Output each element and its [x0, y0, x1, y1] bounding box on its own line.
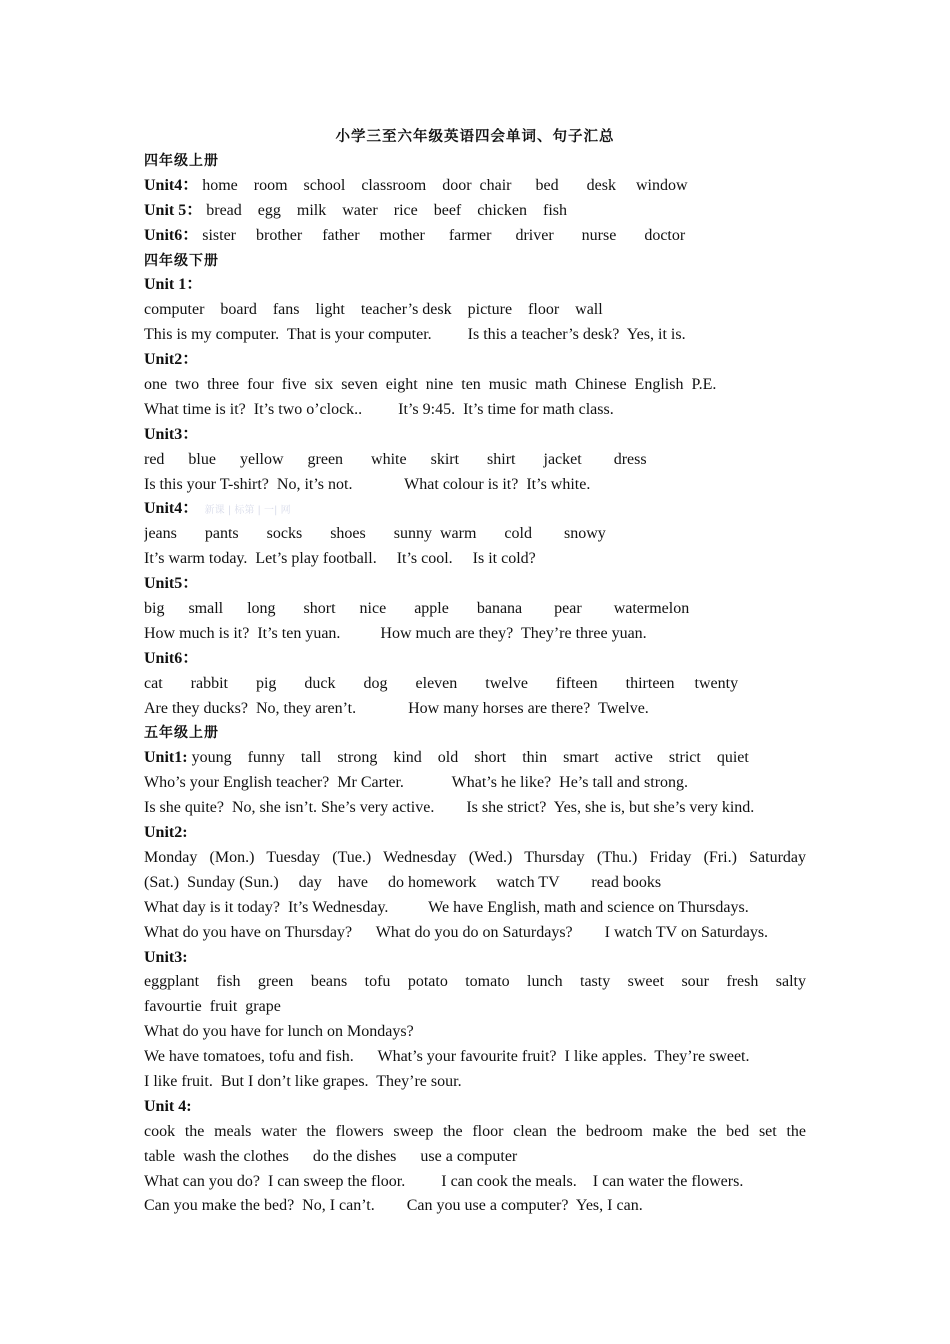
text-line: We have tomatoes, tofu and fish. What’s your favourite fruit? I like apples. They’re sweet. — [144, 1048, 750, 1066]
unit-heading — [144, 423, 806, 448]
word-list: bread egg milk water rice beef chicken fish — [202, 201, 567, 219]
word-list: young funny tall strong kind old short thin smart active strict quiet — [187, 749, 749, 767]
text-line: big small long short nice apple banana pear watermelon — [144, 600, 690, 618]
grade-heading — [144, 149, 806, 174]
unit-heading-text: Unit4： — [144, 500, 199, 518]
text-line: eggplant fish green beans tofu potato tomato lunch tasty sweet sour fresh salty — [144, 973, 806, 991]
unit-heading-text: Unit3: — [144, 948, 188, 966]
grade-heading-text: 五年级上册 — [144, 725, 219, 742]
text-line: Can you make the bed? No, I can’t. Can you use a computer? Yes, I can. — [144, 1197, 643, 1215]
text-line: What do you have on Thursday? What do you do on Saturdays? I watch TV on Saturdays. — [144, 923, 769, 941]
text-line: jeans pants socks shoes sunny warm cold snowy — [144, 525, 606, 543]
unit-word-line — [144, 199, 806, 224]
unit-heading — [144, 572, 806, 597]
text-line: This is my computer. That is your computer. Is this a teacher’s desk? Yes, it is. — [144, 326, 686, 344]
text-line: I like fruit. But I don’t like grapes. They’re sour. — [144, 1072, 462, 1090]
unit-heading-text: Unit2： — [144, 351, 199, 369]
text-line: computer board fans light teacher’s desk picture floor wall — [144, 301, 603, 319]
text-line: What time is it? It’s two o’clock.. It’s 9:45. It’s time for math class. — [144, 400, 614, 418]
text-line: How much is it? It’s ten yuan. How much are they? They’re three yuan. — [144, 624, 647, 642]
unit-heading-text: Unit 4: — [144, 1097, 192, 1115]
text-line: red blue yellow green white skirt shirt jacket dress — [144, 450, 647, 468]
grade-heading-text: 四年级下册 — [144, 252, 219, 269]
unit-heading — [144, 497, 806, 522]
unit-word-line — [144, 174, 806, 199]
text-line: table wash the clothes do the dishes use a computer — [144, 1147, 518, 1165]
unit-label: Unit 5： — [144, 201, 203, 219]
unit-word-line — [144, 224, 806, 249]
text-line: Is this your T-shirt? No, it’s not. What colour is it? It’s white. — [144, 475, 591, 493]
unit-heading — [144, 946, 806, 971]
text-line: What day is it today? It’s Wednesday. We have English, math and science on Thursdays. — [144, 898, 749, 916]
word-list: home room school classroom door chair bed desk window — [198, 176, 688, 194]
grade-heading — [144, 249, 806, 274]
unit-label: Unit4： — [144, 176, 199, 194]
text-line: Who’s your English teacher? Mr Carter. What’s he like? He’s tall and strong. — [144, 774, 689, 792]
unit-heading — [144, 273, 806, 298]
unit-heading — [144, 1095, 806, 1120]
unit-heading-text: Unit2: — [144, 824, 188, 842]
unit-heading-text: Unit 1： — [144, 276, 203, 294]
unit-heading-text: Unit5： — [144, 575, 199, 593]
unit-label: Unit1: — [144, 749, 188, 767]
unit-label: Unit6： — [144, 226, 199, 244]
document-body — [144, 149, 806, 1219]
text-line: one two three four five six seven eight nine ten music math Chinese English P.E. — [144, 376, 717, 394]
text-line: favourtie fruit grape — [144, 998, 281, 1016]
unit-heading — [144, 348, 806, 373]
unit-heading — [144, 647, 806, 672]
document-title: 小学三至六年级英语四会单词、句子汇总 — [335, 129, 615, 145]
unit-heading — [144, 821, 806, 846]
word-list: sister brother father mother farmer driver nurse doctor — [198, 226, 686, 244]
text-line: (Sat.) Sunday (Sun.) day have do homework watch TV read books — [144, 873, 662, 891]
text-line: What can you do? I can sweep the floor. I can cook the meals. I can water the flowers. — [144, 1172, 744, 1190]
grade-heading — [144, 721, 806, 746]
text-line: It’s warm today. Let’s play football. It’s cool. Is it cold? — [144, 550, 536, 568]
text-line: cat rabbit pig duck dog eleven twelve fifteen thirteen twenty — [144, 674, 739, 692]
text-line: What do you have for lunch on Mondays? — [144, 1023, 414, 1041]
unit-heading-text: Unit6： — [144, 649, 199, 667]
grade-heading-text: 四年级上册 — [144, 153, 219, 169]
text-line: cook the meals water the flowers sweep the floor clean the bedroom make the bed set the — [144, 1122, 806, 1140]
text-line: Monday (Mon.) Tuesday (Tue.) Wednesday (Wed.) Thursday (Thu.) Friday (Fri.) Saturday — [144, 848, 806, 866]
text-line: Is she quite? No, she isn’t. She’s very active. Is she strict? Yes, she is, but she’s very kind. — [144, 799, 755, 817]
unit-heading-text: Unit3： — [144, 425, 199, 443]
text-line: Are they ducks? No, they aren’t. How many horses are there? Twelve. — [144, 699, 649, 717]
watermark-text: 新课 | 标第 | 一| 网 — [198, 505, 291, 517]
unit-word-line — [144, 746, 806, 771]
